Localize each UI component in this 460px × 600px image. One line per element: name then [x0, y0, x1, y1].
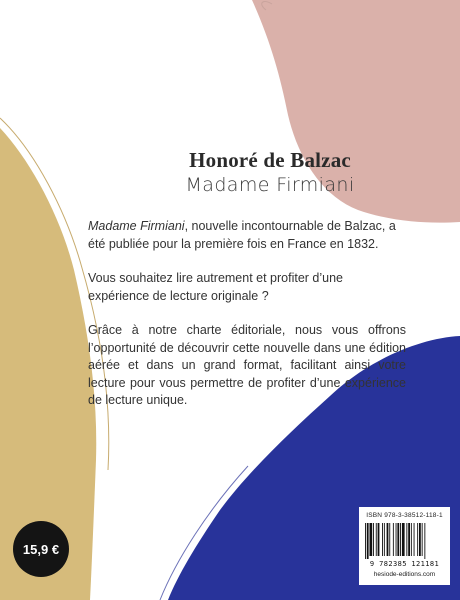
barcode-bar: [397, 523, 399, 556]
blurb-book-title: Madame Firmiani: [88, 219, 185, 233]
barcode-bar: [406, 523, 407, 556]
barcode-bar: [365, 523, 366, 559]
barcode-bar: [384, 523, 385, 556]
blurb-paragraph-1: [88, 218, 406, 253]
barcode-bar: [370, 523, 373, 556]
barcode-bar: [419, 523, 421, 556]
barcode-bar: [411, 523, 412, 556]
barcode-digits: 9 782385 121181: [369, 560, 440, 568]
isbn-label: ISBN 978-3-38512-118-1: [366, 512, 443, 519]
barcode-bar: [393, 523, 394, 556]
barcode-bar: [376, 523, 377, 556]
barcode: [363, 523, 446, 559]
barcode-bar: [367, 523, 369, 559]
author-name: Honoré de Balzac: [189, 148, 351, 172]
isbn-block: [359, 507, 450, 585]
price-badge: 15,9 €: [13, 521, 69, 577]
barcode-bar: [408, 523, 410, 556]
blurb-paragraph-1-text: , nouvelle incontournable de Balzac, a été publiée pour la première fois en France en 1832.: [88, 219, 396, 251]
barcode-bar: [400, 523, 401, 556]
barcode-bar: [387, 523, 389, 556]
back-cover-blurb: [88, 218, 406, 427]
publisher-website: hesiode-editions.com: [373, 571, 436, 578]
blurb-paragraph-2: Vous souhaitez lire autrement et profiter d’une expérience de lecture originale ?: [88, 271, 344, 303]
barcode-bar: [378, 523, 380, 556]
barcode-bar: [414, 523, 415, 556]
barcode-bar: [402, 523, 405, 556]
book-title: Madame Firmiani: [185, 174, 355, 196]
barcode-bar: [373, 523, 374, 556]
barcode-bar: [417, 523, 418, 556]
barcode-bar: [389, 523, 390, 556]
barcode-bar: [396, 523, 397, 556]
barcode-bar: [424, 523, 425, 559]
barcode-bar: [382, 523, 383, 556]
barcode-bar: [422, 523, 423, 556]
blurb-paragraph-3: Grâce à notre charte éditoriale, nous vous offrons l’opportunité de découvrir cette nouvelle dans une édition aérée et dans un grand format, facilitant ainsi votre lecture pour vous permettre de profiter d’une expérience de lecture unique.: [88, 323, 406, 407]
